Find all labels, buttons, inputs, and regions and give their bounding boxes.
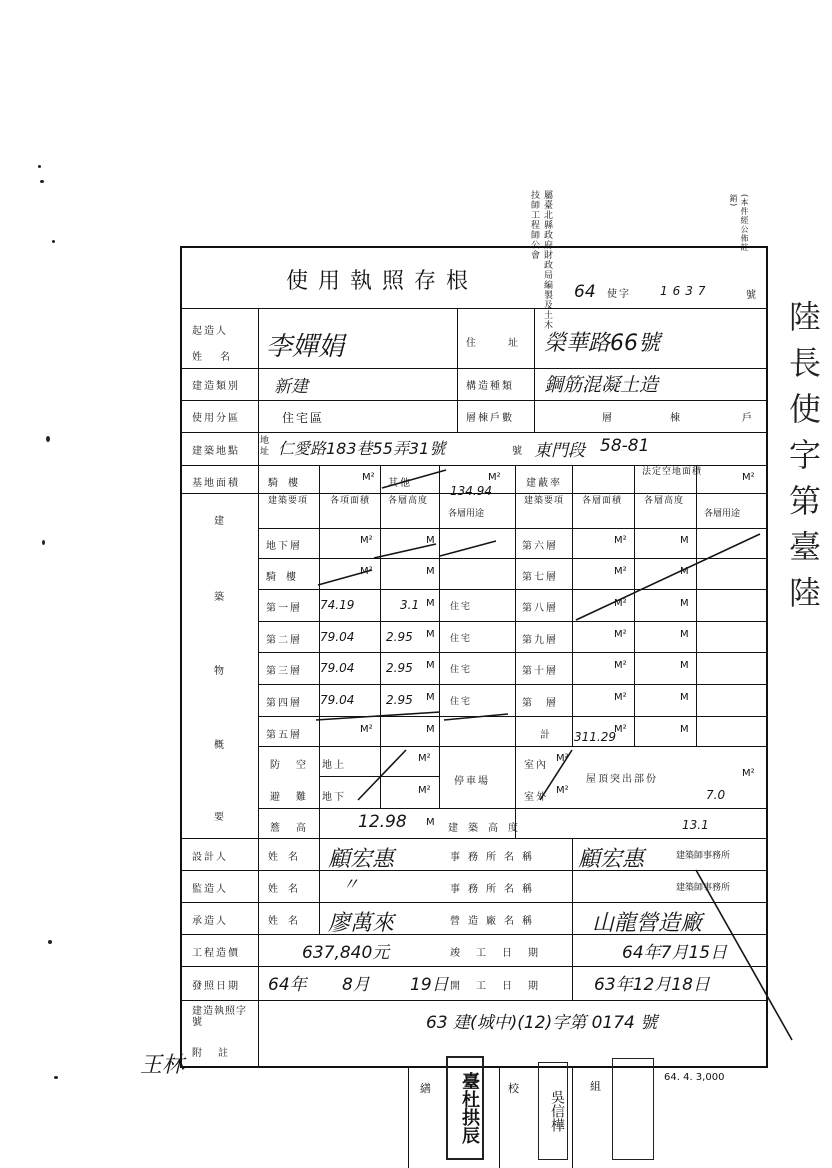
- right-note-paren: (本件經公佈註銷): [729, 194, 749, 253]
- addr-label-l: 住: [466, 338, 478, 349]
- floor-name: 地下層: [266, 541, 302, 552]
- unit-m: M: [426, 598, 435, 609]
- designer-name-label: 姓名: [268, 852, 308, 863]
- usage-label: 使用分區: [192, 413, 240, 424]
- roof-value: 7.0: [706, 788, 726, 802]
- stamp-seal: [612, 1058, 654, 1160]
- shelter-unit: M²: [742, 472, 755, 483]
- structure-label: 構造種類: [466, 381, 514, 392]
- floor-use: 住宅: [450, 634, 473, 644]
- floor-area: 74.19: [320, 598, 355, 612]
- permit-label: 建造執照字號: [192, 1006, 247, 1028]
- unit-m2: M²: [614, 629, 627, 640]
- col-head-use2: 各層用途: [704, 509, 741, 519]
- contractor-name: 廖萬來: [328, 911, 395, 936]
- right-edge-stamp: 陸長使字第臺陸: [784, 300, 822, 622]
- unit-m2: M²: [360, 535, 373, 546]
- unit-m2: M²: [614, 660, 627, 671]
- right-note: 屬臺北縣政府財政局編製及土木技師工程師公會: [529, 190, 552, 330]
- other-value: 134.94: [450, 484, 492, 498]
- unit-m: M: [680, 660, 689, 671]
- unit-m2: M²: [418, 753, 431, 764]
- col-head-height: 各層高度: [388, 496, 429, 506]
- defense-below: 地下: [322, 792, 346, 803]
- section-char: 概: [214, 740, 226, 751]
- floor-name: 騎樓: [266, 572, 306, 583]
- cost-value: 637,840元: [302, 943, 390, 963]
- floor-height: 2.95: [386, 630, 413, 644]
- defense-above: 地上: [322, 760, 346, 771]
- parking-indoor: 室內: [524, 760, 548, 771]
- unit-m2: M²: [614, 535, 627, 546]
- completion-date: 64年7月15日: [622, 943, 728, 963]
- contractor-firm-label: 營造廠名稱: [450, 916, 540, 927]
- permit-value: 63 建(城中)(12)字第 0174 號: [426, 1013, 658, 1033]
- builder-label: 起造人: [192, 326, 228, 337]
- site-addr-label: 地址: [260, 436, 271, 457]
- note-label: 附註: [192, 1048, 244, 1059]
- floor-height: 2.95: [386, 661, 413, 675]
- floor-name-right: 第十層: [522, 666, 558, 677]
- unit-m: M: [426, 629, 435, 640]
- site-area-label: 基地面積: [192, 478, 240, 489]
- floor-name: 第五層: [266, 730, 302, 741]
- unit-m: M: [680, 629, 689, 640]
- addr-label-r: 址: [508, 338, 520, 349]
- supervisor-name: 〃: [342, 875, 359, 895]
- unit-m: M: [426, 817, 435, 828]
- unit-m: M: [426, 692, 435, 703]
- supervisor-label: 監造人: [192, 884, 228, 895]
- issue-label: 發照日期: [192, 981, 240, 992]
- unit-m2: M²: [360, 724, 373, 735]
- col-head-use: 各層用途: [448, 509, 485, 519]
- unit-m: M: [680, 692, 689, 703]
- stamp-name: 臺杜拱辰: [459, 1072, 480, 1144]
- unit-m2: M²: [742, 768, 755, 779]
- stamp-title: 組: [590, 1080, 601, 1093]
- stamp-name: 吳信樺: [549, 1090, 565, 1132]
- floor-use: 住宅: [450, 697, 473, 707]
- floor-name-right: 計: [540, 730, 552, 741]
- unit-m: M: [680, 598, 689, 609]
- print-code: 64. 4. 3,000: [664, 1072, 725, 1083]
- site-lot: 58-81: [600, 436, 650, 456]
- stamp-seal: [538, 1062, 568, 1160]
- parking-label: 停車場: [454, 776, 490, 787]
- unit-m2: M²: [556, 753, 569, 764]
- floor-height: 3.1: [400, 598, 420, 612]
- builder-name-label: 姓名: [192, 352, 248, 363]
- contractor-firm: 山龍營造廠: [592, 911, 703, 936]
- builder-name: 李嬋娟: [266, 332, 345, 362]
- unit-m: M: [426, 535, 435, 546]
- floor-name-right: 第八層: [522, 603, 558, 614]
- structure-value: 鋼筋混凝土造: [544, 374, 659, 396]
- eaves-value: 12.98: [358, 812, 407, 832]
- section-char: 築: [214, 592, 226, 603]
- floor-name-right: 第九層: [522, 635, 558, 646]
- site-address: 仁愛路183巷55弄31號: [278, 439, 446, 458]
- other-label: 其他: [388, 478, 412, 489]
- designer-label: 設計人: [192, 852, 228, 863]
- building-height-label: 建築高度: [448, 823, 528, 834]
- unit-m: M: [426, 724, 435, 735]
- supervisor-office-tail: 建築師事務所: [676, 883, 731, 893]
- start-date: 63年12月18日: [594, 975, 710, 995]
- floor-name: 第四層: [266, 698, 302, 709]
- site-label: 建築地點: [192, 446, 240, 457]
- shelter-label: 法定空地面積: [642, 467, 703, 477]
- arcade-unit: M²: [362, 472, 375, 483]
- roof-label: 屋頂突出部份: [586, 774, 658, 785]
- eaves-label: 簷高: [270, 823, 322, 834]
- unit-m2: M²: [556, 785, 569, 796]
- site-hao: 號: [512, 446, 524, 457]
- section-char: 建: [214, 516, 226, 527]
- unit-m: M: [680, 724, 689, 735]
- floor-name-right: 第六層: [522, 541, 558, 552]
- floor-area: 79.04: [320, 693, 355, 707]
- section-char: 要: [214, 812, 226, 823]
- floor-area: 79.04: [320, 630, 355, 644]
- designer-office-tail: 建築師事務所: [676, 851, 731, 861]
- building-height-value: 13.1: [682, 818, 709, 832]
- stamp-seal: [446, 1056, 484, 1160]
- unit-m: M: [680, 566, 689, 577]
- parking-outdoor: 室外: [524, 792, 548, 803]
- floors-label: 層棟戶數: [466, 413, 514, 424]
- margin-handwriting: 王林: [140, 1053, 185, 1078]
- issue-year: 64年: [268, 975, 307, 995]
- completion-label: 竣工日期: [450, 948, 554, 959]
- unit-m: M: [426, 566, 435, 577]
- other-unit: M²: [488, 472, 501, 483]
- unit-m2: M²: [614, 724, 627, 735]
- floor-height: 2.95: [386, 693, 413, 707]
- section-char: 物: [214, 666, 226, 677]
- unit-m2: M²: [360, 566, 373, 577]
- unit-m2: M²: [614, 692, 627, 703]
- total-area: 311.29: [574, 730, 616, 744]
- household-unit: 戶: [742, 413, 754, 424]
- unit-m: M: [426, 660, 435, 671]
- arcade-label: 騎樓: [268, 478, 308, 489]
- category-value: 新建: [274, 377, 308, 397]
- col-head-height2: 各層高度: [644, 496, 685, 506]
- col-head-item2: 建築要項: [524, 496, 565, 506]
- col-head-area2: 各層面積: [582, 496, 623, 506]
- floor-name-right: 第七層: [522, 572, 558, 583]
- floor-name: 第二層: [266, 635, 302, 646]
- defense-label-a: 防空: [270, 760, 322, 771]
- floor-name: 第三層: [266, 666, 302, 677]
- license-number: 64: [574, 282, 596, 302]
- floor-name: 第一層: [266, 603, 302, 614]
- contractor-label: 承造人: [192, 916, 228, 927]
- issue-day: 19日: [410, 975, 449, 995]
- site-section: 東門段: [534, 441, 585, 461]
- floor-use: 住宅: [450, 665, 473, 675]
- license-type: 使字: [607, 289, 631, 300]
- building-unit: 棟: [670, 413, 682, 424]
- floors-unit: 層: [602, 413, 614, 424]
- unit-m2: M²: [614, 598, 627, 609]
- col-head-item: 建築要項: [268, 496, 309, 506]
- stamp-title: 繕: [420, 1082, 431, 1095]
- supervisor-office-label: 事務所名稱: [450, 884, 540, 895]
- ratio-label: 建蔽率: [526, 478, 562, 489]
- license-serial: 1637: [660, 284, 711, 298]
- issue-month: 8月: [342, 975, 370, 995]
- floor-area: 79.04: [320, 661, 355, 675]
- floor-name-right: 第 層: [522, 698, 558, 709]
- usage-value: 住宅區: [282, 411, 325, 425]
- license-suffix: 號: [746, 290, 758, 301]
- start-label: 開工日期: [450, 981, 554, 992]
- cost-label: 工程造價: [192, 948, 240, 959]
- unit-m2: M²: [614, 566, 627, 577]
- contractor-name-label: 姓名: [268, 916, 308, 927]
- floor-use: 住宅: [450, 602, 473, 612]
- unit-m2: M²: [418, 785, 431, 796]
- col-head-area: 各項面積: [330, 496, 371, 506]
- unit-m: M: [680, 535, 689, 546]
- supervisor-name-label: 姓名: [268, 884, 308, 895]
- form-title: 使用執照存根: [286, 269, 479, 294]
- stamp-title: 校: [508, 1082, 519, 1095]
- category-label: 建造類別: [192, 381, 240, 392]
- defense-label-b: 避難: [270, 792, 322, 803]
- builder-address: 榮華路66號: [544, 331, 660, 356]
- designer-name: 顧宏惠: [328, 847, 395, 872]
- designer-office-label: 事務所名稱: [450, 852, 540, 863]
- designer-office: 顧宏惠: [578, 847, 645, 872]
